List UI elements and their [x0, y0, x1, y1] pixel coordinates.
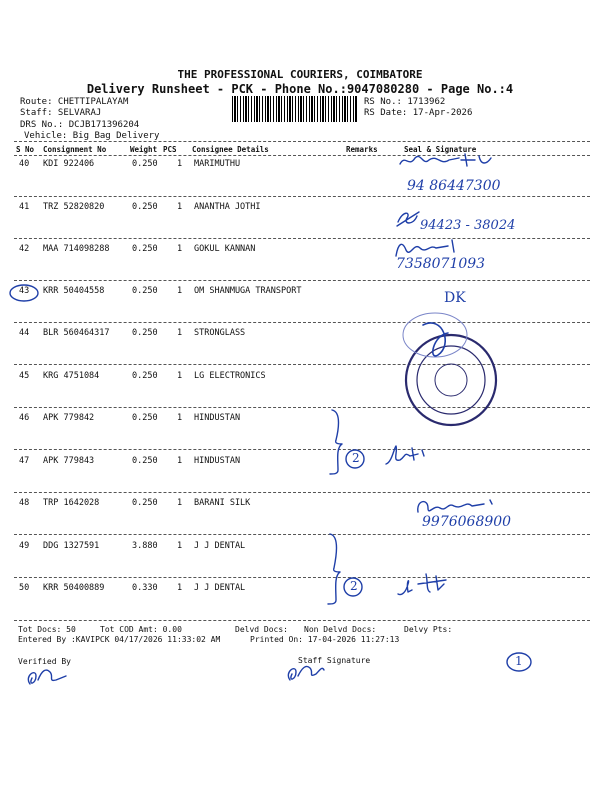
- row-rule: [14, 492, 590, 493]
- row-consignee: STRONGLASS: [194, 328, 246, 338]
- rs-number: RS No.: 1713962: [364, 97, 446, 107]
- row-sno: 45: [19, 371, 30, 381]
- signature-47: [384, 442, 430, 470]
- row-sno: 48: [19, 498, 30, 508]
- row-pcs: 1: [177, 498, 183, 508]
- row-consignment-no: TRP 1642028: [43, 498, 100, 508]
- row-pcs: 1: [177, 159, 183, 169]
- row-rule: [14, 238, 590, 239]
- signature-40: [395, 150, 505, 172]
- row-sno: 49: [19, 541, 30, 551]
- row-pcs: 1: [177, 286, 183, 296]
- row-pcs: 1: [177, 541, 183, 551]
- row-pcs: 1: [177, 244, 183, 254]
- row-sno: 43: [19, 286, 30, 296]
- staff-signature: [282, 658, 332, 686]
- row-pcs: 1: [177, 413, 183, 423]
- row-sno: 40: [19, 159, 30, 169]
- row-consignee: OM SHANMUGA TRANSPORT: [194, 286, 302, 296]
- col-header-sno: S No: [16, 145, 35, 154]
- verifier-signature: [22, 662, 72, 690]
- handwritten-count-47: 2: [352, 451, 360, 465]
- row-rule: [14, 534, 590, 535]
- row-consignee: GOKUL KANNAN: [194, 244, 256, 254]
- staff-label: Staff: SELVARAJ: [20, 108, 102, 118]
- handwritten-phone-42: 7358071093: [396, 256, 486, 272]
- row-consignment-no: MAA 714098288: [43, 244, 110, 254]
- handwritten-initials-43: DK: [444, 290, 466, 306]
- row-pcs: 1: [177, 456, 183, 466]
- row-sno: 44: [19, 328, 30, 338]
- handwritten-phone-48: 9976068900: [422, 514, 512, 530]
- row-rule: [14, 196, 590, 197]
- staff-signature-label: Staff Signature: [298, 656, 371, 665]
- row-consignee: LG ELECTRONICS: [194, 371, 266, 381]
- row-consignee: J J DENTAL: [194, 541, 246, 551]
- col-header-consignment: Consignment No: [43, 145, 107, 154]
- non-delivered-docs: Non Delvd Docs:: [304, 625, 377, 634]
- col-header-weight: Weight: [130, 145, 158, 154]
- handwritten-page-number: 1: [515, 654, 523, 668]
- row-consignment-no: APK 779842: [43, 413, 95, 423]
- verified-by-label: Verified By: [18, 657, 71, 666]
- vehicle-label: Vehicle: Big Bag Delivery: [24, 131, 160, 141]
- row-weight: 0.250: [132, 498, 158, 508]
- row-consignee: J J DENTAL: [194, 583, 246, 593]
- total-docs: Tot Docs: 50: [18, 625, 76, 634]
- row-consignee: MARIMUTHU: [194, 159, 241, 169]
- row-rule: [14, 364, 590, 365]
- row-weight: 0.250: [132, 244, 158, 254]
- total-cod-amount: Tot COD Amt: 0.00: [100, 625, 182, 634]
- row-sno: 50: [19, 583, 30, 593]
- circle-mark-43: [6, 282, 40, 304]
- row-consignment-no: APK 779843: [43, 456, 95, 466]
- row-consignment-no: KRR 50404558: [43, 286, 105, 296]
- table-top-rule: [14, 141, 590, 142]
- rs-date: RS Date: 17-Apr-2026: [364, 108, 473, 118]
- row-consignment-no: DDG 1327591: [43, 541, 100, 551]
- col-header-seal-signature: Seal & Signature: [404, 145, 477, 154]
- row-rule: [14, 577, 590, 578]
- row-rule: [14, 407, 590, 408]
- row-consignment-no: TRZ 52820820: [43, 202, 105, 212]
- signature-50: [396, 570, 456, 602]
- company-title: THE PROFESSIONAL COURIERS, COIMBATORE: [177, 68, 423, 81]
- entered-by: Entered By :KAVIPCK 04/17/2026 11:33:02 AM: [18, 635, 221, 644]
- row-weight: 3.880: [132, 541, 158, 551]
- table-bottom-rule: [14, 620, 590, 621]
- row-weight: 0.250: [132, 456, 158, 466]
- handwritten-phone-40: 94 86447300: [407, 178, 501, 194]
- row-sno: 41: [19, 202, 30, 212]
- row-weight: 0.330: [132, 583, 158, 593]
- row-sno: 42: [19, 244, 30, 254]
- row-weight: 0.250: [132, 413, 158, 423]
- row-pcs: 1: [177, 583, 183, 593]
- runsheet-subtitle: Delivery Runsheet - PCK - Phone No.:9047080280 - Page No.:4: [86, 82, 514, 96]
- row-consignment-no: BLR 560464317: [43, 328, 110, 338]
- row-rule: [14, 449, 590, 450]
- drs-number: DRS No.: DCJB171396204: [20, 120, 140, 130]
- col-header-consignee: Consignee Details: [192, 145, 269, 154]
- row-sno: 47: [19, 456, 30, 466]
- company-seal-stamp: [393, 305, 503, 435]
- delivered-docs: Delvd Docs:: [235, 625, 288, 634]
- handwritten-phone-41: 94423 - 38024: [420, 218, 516, 233]
- row-consignee: BARANI SILK: [194, 498, 251, 508]
- row-pcs: 1: [177, 371, 183, 381]
- col-header-remarks: Remarks: [346, 145, 378, 154]
- row-consignee: HINDUSTAN: [194, 456, 241, 466]
- row-weight: 0.250: [132, 371, 158, 381]
- row-consignee: HINDUSTAN: [194, 413, 241, 423]
- row-rule: [14, 280, 590, 281]
- signature-41: [395, 208, 421, 228]
- row-consignee: ANANTHA JOTHI: [194, 202, 261, 212]
- row-weight: 0.250: [132, 159, 158, 169]
- row-weight: 0.250: [132, 286, 158, 296]
- delivery-points: Delvy Pts:: [404, 625, 453, 634]
- row-rule: [14, 322, 590, 323]
- barcode-image: [232, 96, 358, 122]
- printed-on: Printed On: 17-04-2026 11:27:13: [250, 635, 400, 644]
- route-label: Route: CHETTIPALAYAM: [20, 97, 129, 107]
- row-pcs: 1: [177, 328, 183, 338]
- row-consignment-no: KRR 50400889: [43, 583, 105, 593]
- handwritten-count-50: 2: [350, 579, 358, 593]
- row-pcs: 1: [177, 202, 183, 212]
- row-consignment-no: KDI 922406: [43, 159, 95, 169]
- row-consignment-no: KRG 4751084: [43, 371, 100, 381]
- row-weight: 0.250: [132, 328, 158, 338]
- row-weight: 0.250: [132, 202, 158, 212]
- col-header-pcs: PCS: [163, 145, 177, 154]
- row-sno: 46: [19, 413, 30, 423]
